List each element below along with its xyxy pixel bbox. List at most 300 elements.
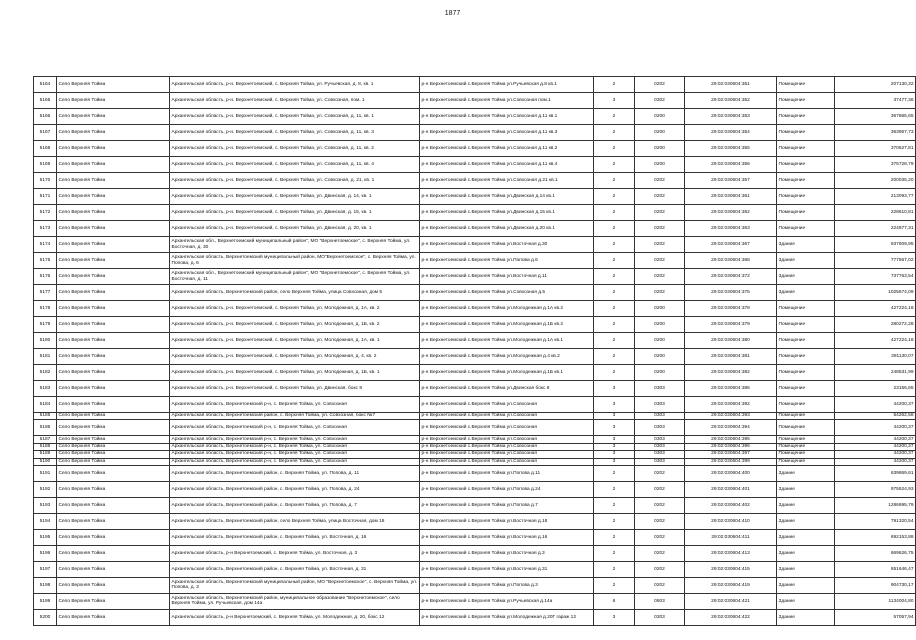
type-code-cell: 0200 [635, 141, 685, 157]
cadastral-number-cell: 29:02:030604:395 [685, 436, 777, 443]
row-number-cell: 5197 [34, 561, 57, 577]
table-row [34, 420, 916, 436]
cadastral-value-cell: 777567,02 [835, 253, 916, 269]
cadastral-value-cell: 791320,54 [835, 513, 916, 529]
cadastral-number-cell: 29:02:030604:413 [685, 545, 777, 561]
row-number-cell: 5180 [34, 333, 57, 349]
table-row [34, 253, 916, 269]
cadastral-number-cell: 29:02:030604:362 [685, 205, 777, 221]
row-number-cell: 5199 [34, 593, 57, 609]
table-row [34, 451, 916, 458]
cadastral-number-cell: 29:02:030604:382 [685, 365, 777, 381]
type-code-cell: 0202 [635, 545, 685, 561]
type-code-cell: 0200 [635, 317, 685, 333]
group-code-cell: 3 [594, 420, 635, 436]
settlement-cell: Село Верхняя Тойма [57, 205, 170, 221]
group-code-cell: 2 [594, 125, 635, 141]
cadastral-value-cell: 669626,75 [835, 545, 916, 561]
full-address-cell: Архангельская область, Верхнетоемский район, с. Верхняя Тойма, ул. Попова, д. 24 [170, 481, 420, 497]
short-address-cell: р-н Верхнетоемский с.Верхняя Тойма ул.Попова д.24 [420, 481, 594, 497]
table-row [34, 481, 916, 497]
cadastral-value-cell: 391130,07 [835, 349, 916, 365]
table-row [34, 205, 916, 221]
full-address-cell: Архангельская область, р-н. Верхнетоемский, с. Верхняя Тойма, ул. Двинская, д. 14, кв. 1 [170, 189, 420, 205]
type-code-cell: 0202 [635, 497, 685, 513]
row-number-cell: 5192 [34, 481, 57, 497]
table-row [34, 365, 916, 381]
settlement-cell: Село Верхняя Тойма [57, 577, 170, 593]
full-address-cell: Архангельская область, р-н. Верхнетоемский, с. Верхняя Тойма, ул. Совхозная, д. 11, кв. 2 [170, 141, 420, 157]
short-address-cell: р-н Верхнетоемский с.Верхняя Тойма ул.Молодежная д.4 кв.2 [420, 349, 594, 365]
full-address-cell: Архангельская область, Верхнетоемский р-н, с. Верхняя Тойма, ул. Совхозная [170, 420, 420, 436]
group-code-cell: 2 [594, 189, 635, 205]
cadastral-number-cell: 29:02:030604:355 [685, 141, 777, 157]
table-row [34, 545, 916, 561]
type-code-cell: 0200 [635, 349, 685, 365]
settlement-cell: Село Верхняя Тойма [57, 189, 170, 205]
row-number-cell: 5176 [34, 269, 57, 285]
object-type-cell: Помещение [777, 365, 835, 381]
short-address-cell: р-н Верхнетоемский с.Верхняя Тойма ул.Ручьевская д.8 кв.1 [420, 77, 594, 93]
cadastral-value-cell: 54262,58 [835, 413, 916, 420]
settlement-cell: Село Верхняя Тойма [57, 561, 170, 577]
table-row [34, 237, 916, 253]
short-address-cell: р-н Верхнетоемский с.Верхняя Тойма ул.Двинская д.15 кв.1 [420, 205, 594, 221]
type-code-cell: 0200 [635, 125, 685, 141]
row-number-cell: 5190 [34, 458, 57, 465]
table-row [34, 109, 916, 125]
cadastral-value-cell: 44200,37 [835, 420, 916, 436]
type-code-cell: 0303 [635, 413, 685, 420]
cadastral-value-cell: 427224,18 [835, 333, 916, 349]
cadastral-number-cell: 29:02:030604:357 [685, 173, 777, 189]
full-address-cell: Архангельская область, Верхнетоемский муниципальный район, МО"Верхнетоемское", с. Верхняя Тойма, ул. Попова, д. 6 [170, 253, 420, 269]
cadastral-value-cell: 692153,88 [835, 529, 916, 545]
type-code-cell: 0202 [635, 237, 685, 253]
cadastral-value-cell: 904730,17 [835, 577, 916, 593]
cadastral-number-cell: 29:02:030604:397 [685, 451, 777, 458]
table-row [34, 465, 916, 481]
settlement-cell: Село Верхняя Тойма [57, 413, 170, 420]
table-row [34, 221, 916, 237]
cadastral-value-cell: 44200,37 [835, 397, 916, 413]
table-row [34, 93, 916, 109]
type-code-cell: 0303 [635, 381, 685, 397]
object-type-cell: Помещение [777, 157, 835, 173]
cadastral-number-cell: 29:02:030604:421 [685, 593, 777, 609]
group-code-cell: 2 [594, 109, 635, 125]
table-row [34, 125, 916, 141]
group-code-cell: 3 [594, 381, 635, 397]
settlement-cell: Село Верхняя Тойма [57, 443, 170, 450]
short-address-cell: р-н Верхнетоемский с.Верхняя Тойма ул.Двинская д.20 кв.1 [420, 221, 594, 237]
object-type-cell: Здание [777, 285, 835, 301]
row-number-cell: 5198 [34, 577, 57, 593]
group-code-cell: 2 [594, 465, 635, 481]
full-address-cell: Архангельская область, р-н. Верхнетоемский, с. Верхняя Тойма, ул. Ручьевская, д. 8, кв. 1 [170, 77, 420, 93]
full-address-cell: Архангельская область, р-н. Верхнетоемский, с. Верхняя Тойма, ул. Двинская, бокс 8 [170, 381, 420, 397]
object-type-cell: Помещение [777, 173, 835, 189]
object-type-cell: Помещение [777, 125, 835, 141]
row-number-cell: 5177 [34, 285, 57, 301]
row-number-cell: 5193 [34, 497, 57, 513]
settlement-cell: Село Верхняя Тойма [57, 173, 170, 189]
cadastral-value-cell: 44200,37 [835, 443, 916, 450]
row-number-cell: 5184 [34, 397, 57, 413]
type-code-cell: 0200 [635, 157, 685, 173]
table-row [34, 301, 916, 317]
group-code-cell: 2 [594, 269, 635, 285]
full-address-cell: Архангельская обл., Верхнетоемский муниципальный район", МО "Верхнетоемское", с. Верхняя Тойма, ул. Восточная, д. 11 [170, 269, 420, 285]
cadastral-value-cell: 57057,94 [835, 609, 916, 625]
short-address-cell: р-н Верхнетоемский с.Верхняя Тойма ул.Совхозная пом.1 [420, 93, 594, 109]
type-code-cell: 0202 [635, 221, 685, 237]
full-address-cell: Архангельская область, Верхнетоемский район, с. Верхняя Тойма, ул. Восточная, д. 16 [170, 529, 420, 545]
object-type-cell: Здание [777, 465, 835, 481]
short-address-cell: р-н Верхнетоемский с.Верхняя Тойма ул.Совхозная [420, 397, 594, 413]
type-code-cell: 0303 [635, 436, 685, 443]
short-address-cell: р-н Верхнетоемский с.Верхняя Тойма ул.Молодежная д.1Б кв.2 [420, 317, 594, 333]
settlement-cell: Село Верхняя Тойма [57, 397, 170, 413]
full-address-cell: Архангельская область, Верхнетоемский район, село Верхняя Тойма, улица Восточная, дом 18 [170, 513, 420, 529]
cadastral-number-cell: 29:02:030604:381 [685, 349, 777, 365]
cadastral-number-cell: 29:02:030604:353 [685, 109, 777, 125]
object-type-cell: Здание [777, 481, 835, 497]
object-type-cell: Здание [777, 269, 835, 285]
settlement-cell: Село Верхняя Тойма [57, 497, 170, 513]
row-number-cell: 5164 [34, 77, 57, 93]
short-address-cell: р-н Верхнетоемский с.Верхняя Тойма ул.Совхозная д.11 кв.1 [420, 109, 594, 125]
type-code-cell: 0303 [635, 458, 685, 465]
group-code-cell: 2 [594, 545, 635, 561]
table-row [34, 443, 916, 450]
cadastral-value-cell: 737763,54 [835, 269, 916, 285]
table-row [34, 593, 916, 609]
type-code-cell: 0303 [635, 443, 685, 450]
settlement-cell: Село Верхняя Тойма [57, 458, 170, 465]
table-row [34, 458, 916, 465]
object-type-cell: Здание [777, 577, 835, 593]
object-type-cell: Помещение [777, 349, 835, 365]
group-code-cell: 2 [594, 317, 635, 333]
settlement-cell: Село Верхняя Тойма [57, 545, 170, 561]
short-address-cell: р-н Верхнетоемский с.Верхняя Тойма ул.Двинская бокс 8 [420, 381, 594, 397]
object-type-cell: Помещение [777, 221, 835, 237]
type-code-cell: 0202 [635, 529, 685, 545]
short-address-cell: р-н Верхнетоемский с.Верхняя Тойма ул.Восточная д.31 [420, 561, 594, 577]
short-address-cell: р-н Верхнетоемский с.Верхняя Тойма ул.Восточная д.30 [420, 237, 594, 253]
type-code-cell: 0202 [635, 513, 685, 529]
cadastral-value-cell: 23156,65 [835, 381, 916, 397]
short-address-cell: р-н Верхнетоемский с.Верхняя Тойма ул.Попова д.3 [420, 577, 594, 593]
row-number-cell: 5169 [34, 157, 57, 173]
settlement-cell: Село Верхняя Тойма [57, 285, 170, 301]
row-number-cell: 5183 [34, 381, 57, 397]
full-address-cell: Архангельская область, р-н Верхнетоемский, с. Верхняя Тойма, ул. Восточная, д. 3 [170, 545, 420, 561]
settlement-cell: Село Верхняя Тойма [57, 77, 170, 93]
type-code-cell: 0303 [635, 420, 685, 436]
full-address-cell: Архангельская область, р-н. Верхнетоемский, с. Верхняя Тойма, ул. Молодежная, д. 1Б, кв. 1 [170, 365, 420, 381]
cadastral-value-cell: 224877,31 [835, 221, 916, 237]
cadastral-value-cell: 248531,99 [835, 365, 916, 381]
full-address-cell: Архангельская область, р-н. Верхнетоемский, с. Верхняя Тойма, ул. Двинская, д. 20, кв. 1 [170, 221, 420, 237]
type-code-cell: 0303 [635, 451, 685, 458]
cadastral-number-cell: 29:02:030604:367 [685, 237, 777, 253]
cadastral-value-cell: 975524,93 [835, 481, 916, 497]
type-code-cell: 0200 [635, 301, 685, 317]
group-code-cell: 2 [594, 333, 635, 349]
row-number-cell: 5187 [34, 436, 57, 443]
object-type-cell: Помещение [777, 77, 835, 93]
cadastral-number-cell: 29:02:030604:356 [685, 157, 777, 173]
table-row [34, 436, 916, 443]
short-address-cell: р-н Верхнетоемский с.Верхняя Тойма ул.Совхозная д.11 кв.3 [420, 125, 594, 141]
short-address-cell: р-н Верхнетоемский с.Верхняя Тойма ул.Молодежная д.1Б кв.1 [420, 365, 594, 381]
group-code-cell: 2 [594, 157, 635, 173]
group-code-cell: 2 [594, 205, 635, 221]
type-code-cell: 0202 [635, 285, 685, 301]
cadastral-number-cell: 29:02:030604:400 [685, 465, 777, 481]
cadastral-number-cell: 29:02:030604:375 [685, 285, 777, 301]
table-row [34, 349, 916, 365]
object-type-cell: Здание [777, 253, 835, 269]
object-type-cell: Помещение [777, 109, 835, 125]
group-code-cell: 2 [594, 173, 635, 189]
type-code-cell: 0202 [635, 173, 685, 189]
settlement-cell: Село Верхняя Тойма [57, 301, 170, 317]
cadastral-value-cell: 1286695,79 [835, 497, 916, 513]
object-type-cell: Помещение [777, 205, 835, 221]
cadastral-value-cell: 44200,37 [835, 451, 916, 458]
group-code-cell: 2 [594, 77, 635, 93]
cadastral-number-cell: 29:02:030604:372 [685, 269, 777, 285]
cadastral-number-cell: 29:02:030604:392 [685, 397, 777, 413]
object-type-cell: Здание [777, 513, 835, 529]
type-code-cell: 0200 [635, 333, 685, 349]
full-address-cell: Архангельская область, Верхнетоемский район, с. Верхняя Тойма, ул. Совхозная, бокс №7 [170, 413, 420, 420]
row-number-cell: 5170 [34, 173, 57, 189]
cadastral-value-cell: 37477,36 [835, 93, 916, 109]
full-address-cell: Архангельская область, Верхнетоемский район, с. Верхняя Тойма, ул. Попова, д. 7 [170, 497, 420, 513]
object-type-cell: Помещение [777, 381, 835, 397]
cadastral-number-cell: 29:02:030604:410 [685, 513, 777, 529]
group-code-cell: 3 [594, 413, 635, 420]
table-row [34, 189, 916, 205]
short-address-cell: р-н Верхнетоемский с.Верхняя Тойма ул.Попова д.6 [420, 253, 594, 269]
full-address-cell: Архангельская область, Верхнетоемский муниципальный район, МО "Верхнетоемское", с. Верхняя Тойма, ул. Попова, д. 3 [170, 577, 420, 593]
settlement-cell: Село Верхняя Тойма [57, 125, 170, 141]
type-code-cell: 0200 [635, 365, 685, 381]
cadastral-value-cell: 228610,81 [835, 205, 916, 221]
type-code-cell: 0202 [635, 577, 685, 593]
settlement-cell: Село Верхняя Тойма [57, 253, 170, 269]
full-address-cell: Архангельская область, Верхнетоемский р-н, с. Верхняя Тойма, ул. Совхозная [170, 443, 420, 450]
cadastral-value-cell: 651646,47 [835, 561, 916, 577]
cadastral-value-cell: 207130,32 [835, 77, 916, 93]
group-code-cell: 2 [594, 497, 635, 513]
group-code-cell: 6 [594, 593, 635, 609]
full-address-cell: Архангельская область, Верхнетоемский район, село Верхняя Тойма, улица Совхозная, дом 5 [170, 285, 420, 301]
object-type-cell: Здание [777, 237, 835, 253]
short-address-cell: р-н Верхнетоемский с.Верхняя Тойма ул.Восточная д.16 [420, 529, 594, 545]
short-address-cell: р-н Верхнетоемский с.Верхняя Тойма ул.Совхозная [420, 436, 594, 443]
settlement-cell: Село Верхняя Тойма [57, 157, 170, 173]
row-number-cell: 5181 [34, 349, 57, 365]
type-code-cell: 0202 [635, 189, 685, 205]
object-type-cell: Помещение [777, 420, 835, 436]
settlement-cell: Село Верхняя Тойма [57, 365, 170, 381]
table-row [34, 413, 916, 420]
table-row [34, 173, 916, 189]
cadastral-value-cell: 639869,61 [835, 465, 916, 481]
cadastral-value-cell: 280272,28 [835, 317, 916, 333]
type-code-cell: 0303 [635, 609, 685, 625]
group-code-cell: 2 [594, 529, 635, 545]
cadastral-value-cell: 363967,73 [835, 125, 916, 141]
full-address-cell: Архангельская область, р-н. Верхнетоемский, с. Верхняя Тойма, ул. Совхозная, д. 11, кв. 4 [170, 157, 420, 173]
group-code-cell: 3 [594, 443, 635, 450]
short-address-cell: р-н Верхнетоемский с.Верхняя Тойма ул.Совхозная д.11 кв.4 [420, 157, 594, 173]
settlement-cell: Село Верхняя Тойма [57, 93, 170, 109]
page-number: 1877 [444, 10, 461, 17]
full-address-cell: Архангельская область, Верхнетоемский район, с. Верхняя Тойма, ул. Попова, д. 11 [170, 465, 420, 481]
type-code-cell: 0302 [635, 93, 685, 109]
object-type-cell: Помещение [777, 436, 835, 443]
table-row [34, 157, 916, 173]
full-address-cell: Архангельская область, Верхнетоемский р-н, с. Верхняя Тойма, ул. Совхозная [170, 458, 420, 465]
row-number-cell: 5171 [34, 189, 57, 205]
cadastral-number-cell: 29:02:030604:352 [685, 93, 777, 109]
cadastral-value-cell: 427224,18 [835, 301, 916, 317]
object-type-cell: Помещение [777, 141, 835, 157]
settlement-cell: Село Верхняя Тойма [57, 481, 170, 497]
cadastral-number-cell: 29:02:030604:354 [685, 125, 777, 141]
group-code-cell: 2 [594, 481, 635, 497]
short-address-cell: р-н Верхнетоемский с.Верхняя Тойма ул.Восточная д.18 [420, 513, 594, 529]
short-address-cell: р-н Верхнетоемский с.Верхняя Тойма ул.Молодежная д.20Г гараж 12 [420, 609, 594, 625]
table-row [34, 317, 916, 333]
full-address-cell: Архангельская область, Верхнетоемский район, муниципальное образование "Верхнетоемское", село Верхняя Тойма, ул. Ручьевская, дом 14а [170, 593, 420, 609]
cadastral-value-cell: 44200,37 [835, 436, 916, 443]
settlement-cell: Село Верхняя Тойма [57, 465, 170, 481]
table-row [34, 333, 916, 349]
object-type-cell: Помещение [777, 317, 835, 333]
cadastral-value-cell: 213093,77 [835, 189, 916, 205]
type-code-cell: 0202 [635, 253, 685, 269]
object-type-cell: Помещение [777, 301, 835, 317]
row-number-cell: 5173 [34, 221, 57, 237]
cadastral-number-cell: 29:02:030604:378 [685, 301, 777, 317]
cadastral-number-cell: 29:02:030604:379 [685, 317, 777, 333]
cadastral-value-cell: 370627,81 [835, 141, 916, 157]
row-number-cell: 5165 [34, 93, 57, 109]
settlement-cell: Село Верхняя Тойма [57, 141, 170, 157]
cadastral-number-cell: 29:02:030604:351 [685, 77, 777, 93]
cadastral-number-cell: 29:02:030604:422 [685, 609, 777, 625]
object-type-cell: Здание [777, 609, 835, 625]
cadastral-number-cell: 29:02:030604:401 [685, 481, 777, 497]
settlement-cell: Село Верхняя Тойма [57, 420, 170, 436]
row-number-cell: 5166 [34, 109, 57, 125]
group-code-cell: 2 [594, 141, 635, 157]
object-type-cell: Помещение [777, 458, 835, 465]
cadastral-number-cell: 29:02:030604:415 [685, 561, 777, 577]
table-row [34, 497, 916, 513]
short-address-cell: р-н Верхнетоемский с.Верхняя Тойма ул.Совхозная д.5 [420, 285, 594, 301]
settlement-cell: Село Верхняя Тойма [57, 381, 170, 397]
settlement-cell: Село Верхняя Тойма [57, 269, 170, 285]
full-address-cell: Архангельская обл., Верхнетоемский муниципальный район", МО "Верхнетоемское", с. Верхняя Тойма, ул. Восточная, д. 30 [170, 237, 420, 253]
row-number-cell: 5174 [34, 237, 57, 253]
row-number-cell: 5182 [34, 365, 57, 381]
object-type-cell: Помещение [777, 93, 835, 109]
row-number-cell: 5178 [34, 301, 57, 317]
property-registry-table [33, 76, 916, 626]
short-address-cell: р-н Верхнетоемский с.Верхняя Тойма ул.Совхозная [420, 443, 594, 450]
cadastral-value-cell: 1025674,09 [835, 285, 916, 301]
cadastral-value-cell: 375728,79 [835, 157, 916, 173]
cadastral-value-cell: 1134004,80 [835, 593, 916, 609]
group-code-cell: 3 [594, 436, 635, 443]
group-code-cell: 2 [594, 285, 635, 301]
short-address-cell: р-н Верхнетоемский с.Верхняя Тойма ул.Совхозная [420, 420, 594, 436]
group-code-cell: 2 [594, 349, 635, 365]
cadastral-value-cell: 367865,65 [835, 109, 916, 125]
full-address-cell: Архангельская область, р-н. Верхнетоемский, с. Верхняя Тойма, ул. Молодежная, д. 1Б, кв. 2 [170, 317, 420, 333]
table-row [34, 577, 916, 593]
cadastral-number-cell: 29:02:030604:386 [685, 381, 777, 397]
row-number-cell: 5188 [34, 443, 57, 450]
cadastral-value-cell: 44200,37 [835, 458, 916, 465]
cadastral-number-cell: 29:02:030604:393 [685, 413, 777, 420]
table-row [34, 141, 916, 157]
row-number-cell: 5179 [34, 317, 57, 333]
cadastral-number-cell: 29:02:030604:361 [685, 189, 777, 205]
object-type-cell: Помещение [777, 443, 835, 450]
object-type-cell: Здание [777, 529, 835, 545]
group-code-cell: 2 [594, 561, 635, 577]
settlement-cell: Село Верхняя Тойма [57, 451, 170, 458]
group-code-cell: 3 [594, 93, 635, 109]
type-code-cell: 0202 [635, 269, 685, 285]
short-address-cell: р-н Верхнетоемский с.Верхняя Тойма ул.Молодежная д.1А кв.2 [420, 301, 594, 317]
group-code-cell: 2 [594, 365, 635, 381]
table-row [34, 381, 916, 397]
full-address-cell: Архангельская область, р-н. Верхнетоемский, с. Верхняя Тойма, ул. Совхозная, д. 11, кв. 3 [170, 125, 420, 141]
row-number-cell: 5172 [34, 205, 57, 221]
settlement-cell: Село Верхняя Тойма [57, 529, 170, 545]
full-address-cell: Архангельская область, р-н. Верхнетоемский, с. Верхняя Тойма, ул. Совхозная, д. 11, кв. 1 [170, 109, 420, 125]
row-number-cell: 5186 [34, 420, 57, 436]
table-row [34, 513, 916, 529]
table-row [34, 529, 916, 545]
settlement-cell: Село Верхняя Тойма [57, 333, 170, 349]
object-type-cell: Здание [777, 561, 835, 577]
table-row [34, 609, 916, 625]
settlement-cell: Село Верхняя Тойма [57, 237, 170, 253]
type-code-cell: 0202 [635, 465, 685, 481]
type-code-cell: 0200 [635, 109, 685, 125]
short-address-cell: р-н Верхнетоемский с.Верхняя Тойма ул.Ручьевская д.14а [420, 593, 594, 609]
object-type-cell: Помещение [777, 333, 835, 349]
type-code-cell: 0202 [635, 205, 685, 221]
group-code-cell: 3 [594, 458, 635, 465]
cadastral-number-cell: 29:02:030604:368 [685, 253, 777, 269]
settlement-cell: Село Верхняя Тойма [57, 513, 170, 529]
group-code-cell: 3 [594, 451, 635, 458]
group-code-cell: 3 [594, 397, 635, 413]
table-row [34, 77, 916, 93]
